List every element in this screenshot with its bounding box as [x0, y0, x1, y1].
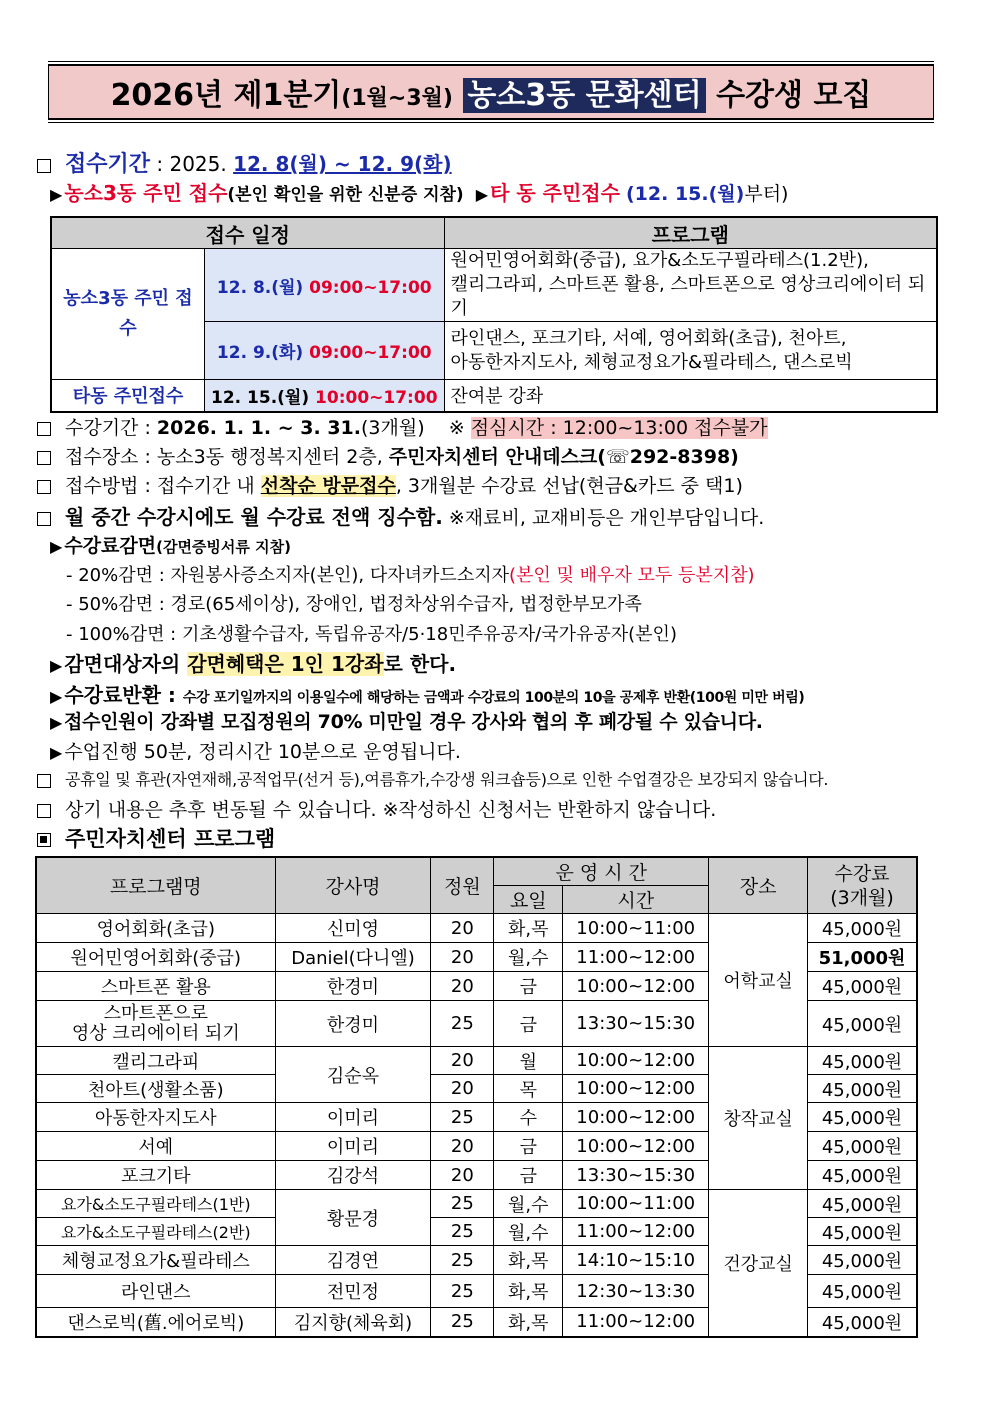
- col-place: 장소: [709, 857, 808, 914]
- discount-100: - 100%감면 : 기초생활수급자, 독립유공자/5·18민주유공자/국가유공자(본인): [66, 624, 677, 645]
- section-title: 주민자치센터 프로그램: [37, 823, 275, 853]
- col-teacher: 강사명: [275, 857, 431, 914]
- schedule-head-left: 접수 일정: [51, 217, 444, 249]
- table-row: 스마트폰 활용 한경미 20 금 10:00~12:00 45,000원: [36, 972, 917, 1001]
- schedule-date-2: 12. 9.(화) 09:00~17:00: [205, 322, 445, 380]
- other-reception-label: 타동 주민접수: [51, 380, 205, 412]
- resident-note: (본인 확인을 위한 신분증 지참): [227, 185, 464, 205]
- filled-checkbox-icon: [37, 833, 51, 847]
- title-banner: [48, 64, 934, 120]
- lunch-notice: 점심시간 : 12:00~13:00 접수불가: [470, 417, 768, 439]
- col-capacity: 정원: [431, 857, 494, 914]
- resident-reception-label: 농소3동 주민 접수: [51, 249, 205, 380]
- col-time: 시간: [563, 886, 709, 914]
- discount-head: ▶ 수강료감면(감면증빙서류 지참): [50, 535, 291, 557]
- other-tail: 부터): [744, 183, 789, 205]
- col-ops: 운 영 시 간: [494, 857, 709, 886]
- holiday-notice: 공휴일 및 휴관(자연재해,공적업무(선거 등),여름휴가,수강생 워크숍등)으로 인한 수업결강은 보강되지 않습니다.: [37, 767, 828, 790]
- schedule-programs-1: 원어민영어회화(중급), 요가&소도구필라테스(1.2반), 캘리그라피, 스마트폰 활용, 스마트폰으로 영상크리에이터 되기: [444, 249, 937, 322]
- reception-schedule-table: [50, 216, 938, 413]
- reception-dates: 12. 8(월) ~ 12. 9(화): [233, 152, 452, 176]
- checkbox-icon: [37, 422, 51, 436]
- resident-label: 농소3동 주민 접수: [64, 181, 228, 205]
- checkbox-icon: [37, 774, 51, 788]
- triangle-bullet-icon: ▶: [475, 185, 489, 204]
- checkbox-icon: [37, 480, 51, 494]
- checkbox-icon: [37, 451, 51, 465]
- schedule-date-1: 12. 8.(월) 09:00~17:00: [205, 249, 445, 322]
- reception-year: : 2025.: [150, 152, 234, 176]
- triangle-bullet-icon: ▶: [50, 185, 63, 204]
- table-row: 스마트폰으로 영상 크리에이터 되기 한경미 25 금 13:30~15:30 45,000원: [36, 1001, 917, 1047]
- discount-20: - 20%감면 : 자원봉사증소지자(본인), 다자녀카드소지자(본인 및 배우자 모두 등본지참): [66, 565, 755, 586]
- mid-month-notice: 월 중간 수강시에도 월 수강료 전액 징수함. ※재료비, 교재비등은 개인부담입니다.: [37, 501, 764, 530]
- col-name: 프로그램명: [36, 857, 275, 914]
- other-label: 타 동 주민접수: [490, 181, 620, 205]
- reception-targets: [50, 177, 788, 206]
- table-row: 라인댄스 전민정 25 화,목 12:30~13:30 45,000원: [36, 1275, 917, 1308]
- other-date: (12. 15.(월): [626, 183, 745, 205]
- change-notice: 상기 내용은 추후 변동될 수 있습니다. ※작성하신 신청서는 반환하지 않습니다.: [37, 795, 716, 822]
- triangle-bullet-icon: ▶: [50, 656, 63, 675]
- reception-method: 접수방법 : 접수기간 내 선착순 방문접수, 3개월분 수강료 선납(현금&카드 중 택1): [37, 471, 743, 498]
- title-center: 농소3동 문화센터: [463, 78, 705, 113]
- refund-rule: ▶ 수강료반환 : 수강 포기일까지의 이용일수에 해당하는 금액과 수강료의 100분의 10을 공제후 반환(100원 미만 버림): [50, 683, 805, 707]
- triangle-bullet-icon: ▶: [50, 537, 63, 556]
- room-creative: 창작교실: [709, 1047, 808, 1190]
- closure-rule: ▶ 접수인원이 강좌별 모집정원의 70% 미만일 경우 강사와 협의 후 폐강될 수 있습니다.: [50, 711, 763, 733]
- checkbox-icon: [37, 512, 51, 526]
- checkbox-icon: [37, 159, 51, 173]
- room-health: 건강교실: [709, 1190, 808, 1337]
- program-table: [35, 856, 918, 1338]
- triangle-bullet-icon: ▶: [50, 713, 63, 732]
- schedule-head-right: 프로그램: [444, 217, 937, 249]
- table-row: 댄스로빅(舊.에어로빅) 김지향(체육회) 25 화,목 11:00~12:00 45,000원: [36, 1308, 917, 1337]
- table-row: 서예 이미리 20 금 10:00~12:00 45,000원: [36, 1132, 917, 1161]
- reception-label: 접수기간: [65, 152, 151, 177]
- schedule-programs-2: 라인댄스, 포크기타, 서예, 영어회화(초급), 천아트, 아동한자지도사, 체형교정요가&필라테스, 댄스로빅: [444, 322, 937, 380]
- triangle-bullet-icon: ▶: [50, 743, 63, 762]
- benefit-rule: ▶ 감면대상자의 감면혜택은 1인 1강좌로 한다.: [50, 652, 457, 676]
- table-row: 영어회화(초급) 신미영 20 화,목 10:00~11:00 어학교실 45,000원: [36, 914, 917, 943]
- title-period: (1월~3월): [341, 86, 453, 111]
- table-row: 천아트(생활소품) 20 목 10:00~12:00 45,000원: [36, 1075, 917, 1103]
- table-row: 요가&소도구필라테스(1반) 황문경 25 월,수 10:00~11:00 건강교실 45,000원: [36, 1190, 917, 1218]
- schedule-date-3: 12. 15.(월) 10:00~17:00: [205, 380, 445, 412]
- table-row: 포크기타 김강석 20 금 13:30~15:30 45,000원: [36, 1161, 917, 1190]
- col-fee: 수강료 (3개월): [808, 857, 917, 914]
- course-period: 수강기간 : 2026. 1. 1. ~ 3. 31.(3개월) ※ 점심시간 : 12:00~13:00 접수불가: [37, 413, 768, 440]
- reception-period: [37, 147, 452, 178]
- table-row: 아동한자지도사 이미리 25 수 10:00~12:00 45,000원: [36, 1103, 917, 1132]
- checkbox-icon: [37, 804, 51, 818]
- table-row: 캘리그라피 김순옥 20 월 10:00~12:00 창작교실 45,000원: [36, 1047, 917, 1075]
- schedule-programs-3: 잔여분 강좌: [444, 380, 937, 412]
- triangle-bullet-icon: ▶: [50, 687, 63, 706]
- room-language: 어학교실: [709, 914, 808, 1047]
- table-row: 요가&소도구필라테스(2반) 25 월,수 11:00~12:00 45,000원: [36, 1218, 917, 1246]
- class-time: ▶ 수업진행 50분, 정리시간 10분으로 운영됩니다.: [50, 741, 461, 763]
- discount-50: - 50%감면 : 경로(65세이상), 장애인, 법정차상위수급자, 법정한부모가족: [66, 594, 642, 615]
- reception-place: 접수장소 : 농소3동 행정복지센터 2층, 주민자치센터 안내데스크(☏292-8398): [37, 442, 739, 469]
- col-day: 요일: [494, 886, 563, 914]
- table-row: 원어민영어회화(중급) Daniel(다니엘) 20 월,수 11:00~12:00 51,000원: [36, 943, 917, 972]
- title-tail: 수강생 모집: [716, 78, 872, 113]
- title-main: 2026년 제1분기: [110, 78, 342, 113]
- table-row: 체형교정요가&필라테스 김경연 25 화,목 14:10~15:10 45,000원: [36, 1246, 917, 1275]
